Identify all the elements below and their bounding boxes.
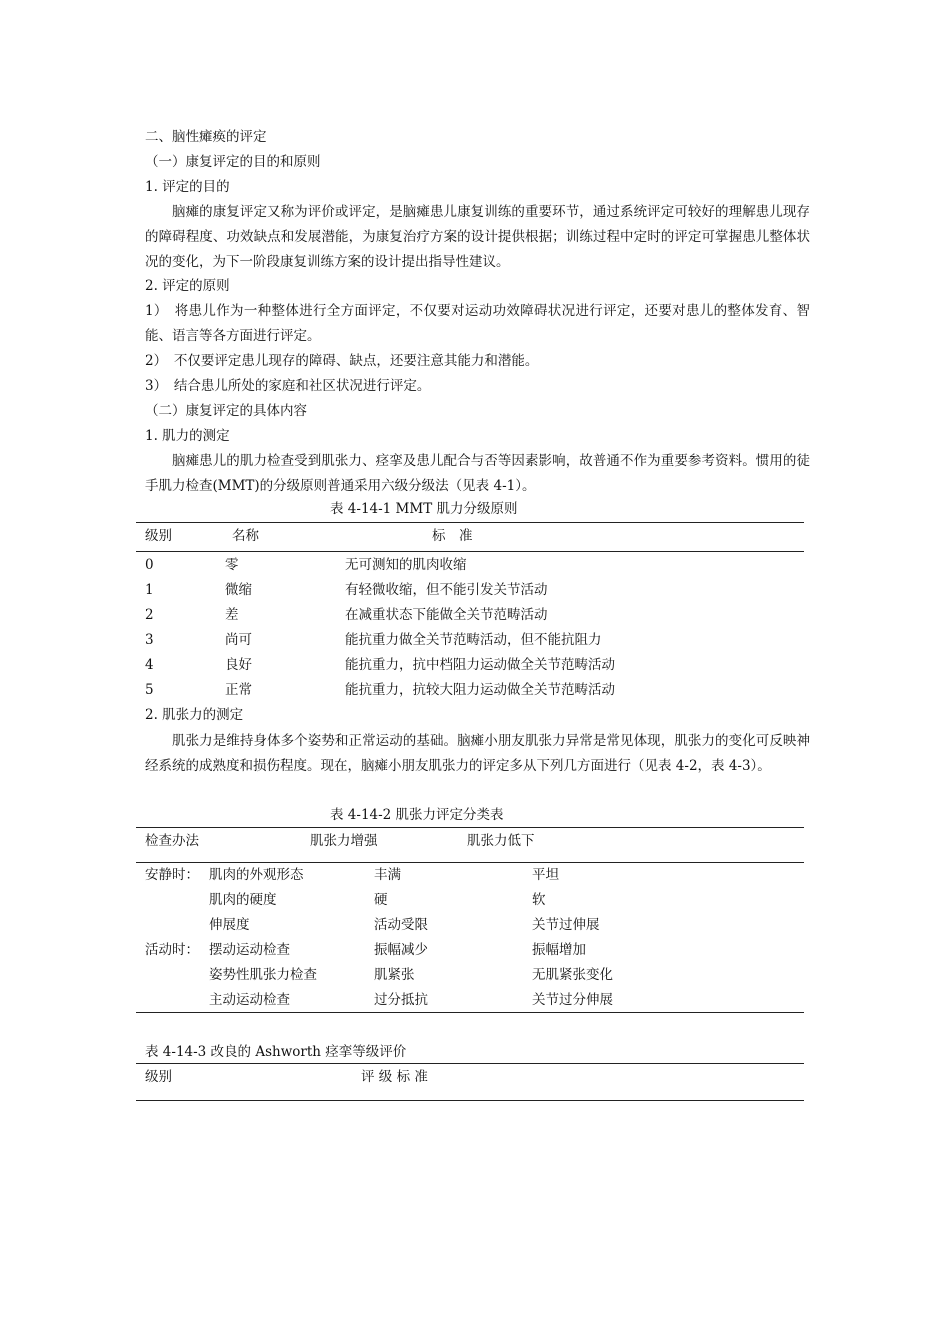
subsection-title: 1. 评定的目的 (145, 179, 230, 195)
table-cell: 4 (145, 657, 154, 673)
table-cell: 在减重状态下能做全关节范畴活动 (345, 607, 548, 623)
paragraph-purpose: 脑瘫的康复评定又称为评价或评定，是脑瘫患儿康复训练的重要环节，通过系统评定可较好的理解患儿现存的障碍程度、功效缺点和发展潜能，为康复治疗方案的设计提供根据；训练过程中定时的评定可掌握患儿整体状况的变化，为下一阶段康复训练方案的设计提出指导性建议。 (145, 204, 810, 270)
table-rule (136, 1063, 804, 1064)
table-header-cell: 级别 (145, 528, 172, 544)
table-cell: 能抗重力，抗较大阻力运动做全关节范畴活动 (345, 682, 615, 698)
table-rule (136, 1100, 804, 1101)
paragraph-tone: 肌张力是维持身体多个姿势和正常运动的基础。脑瘫小朋友肌张力异常是常见体现，肌张力的变化可反映神经系统的成熟度和损伤程度。现在，脑瘫小朋友肌张力的评定多从下列几方面进行（见表 4-2，表 4-3）。 (145, 733, 810, 774)
table-cell: 过分抵抗 (374, 992, 428, 1008)
table-header-cell: 肌张力低下 (467, 833, 535, 849)
table-cell: 安静时： (145, 867, 199, 883)
table-cell: 主动运动检查 (209, 992, 290, 1008)
table-rule (136, 1012, 804, 1013)
table-caption: 表 4-14-1 MMT 肌力分级原则 (330, 501, 518, 517)
table-header-cell: 检查办法 (145, 833, 199, 849)
table-cell: 有轻微收缩，但不能引发关节活动 (345, 582, 548, 598)
subsection-title: 2. 肌张力的测定 (145, 707, 244, 723)
table-cell: 尚可 (225, 632, 252, 648)
table-cell: 振幅增加 (532, 942, 586, 958)
table-cell: 肌肉的外观形态 (209, 867, 304, 883)
table-header-cell: 评 级 标 准 (361, 1069, 428, 1085)
paragraph-strength: 脑瘫患儿的肌力检查受到肌张力、痉挛及患儿配合与否等因素影响，故普通不作为重要参考资料。惯用的徒手肌力检查(MMT)的分级原则普通采用六级分级法（见表 4-1）。 (145, 453, 810, 494)
table-caption: 表 4-14-3 改良的 Ashworth 痉挛等级评价 (145, 1044, 407, 1060)
table-cell: 能抗重力做全关节范畴活动，但不能抗阻力 (345, 632, 602, 648)
table-header-cell: 肌张力增强 (310, 833, 378, 849)
table-cell: 活动时： (145, 942, 199, 958)
table-cell: 关节过分伸展 (532, 992, 613, 1008)
table-header-cell: 名称 (232, 528, 259, 544)
principle-item: 1） 将患儿作为一种整体进行全方面评定，不仅要对运动功效障碍状况进行评定，还要对患儿的整体发育、智能、语言等各方面进行评定。 (145, 303, 810, 344)
table-cell: 关节过伸展 (532, 917, 600, 933)
table-rule (136, 551, 804, 552)
table-cell: 正常 (225, 682, 252, 698)
subsection-title: 2. 评定的原则 (145, 278, 230, 294)
table-rule (136, 862, 804, 863)
table-rule (136, 827, 804, 828)
table-cell: 姿势性肌张力检查 (209, 967, 317, 983)
table-rule (136, 522, 804, 523)
table-cell: 无可测知的肌肉收缩 (345, 557, 467, 573)
table-caption: 表 4-14-2 肌张力评定分类表 (330, 807, 504, 823)
table-cell: 平坦 (532, 867, 559, 883)
principle-item: 2） 不仅要评定患儿现存的障碍、缺点，还要注意其能力和潜能。 (145, 353, 539, 369)
table-cell: 能抗重力，抗中档阻力运动做全关节范畴活动 (345, 657, 615, 673)
table-header-cell: 级别 (145, 1069, 172, 1085)
table-cell: 振幅减少 (374, 942, 428, 958)
table-cell: 零 (225, 557, 239, 573)
subsection-title: 1. 肌力的测定 (145, 428, 230, 444)
table-cell: 5 (145, 682, 154, 698)
table-cell: 软 (532, 892, 546, 908)
table-cell: 肌紧张 (374, 967, 415, 983)
table-cell: 0 (145, 557, 154, 573)
table-cell: 2 (145, 607, 154, 623)
table-cell: 微缩 (225, 582, 252, 598)
table-cell: 丰满 (374, 867, 401, 883)
page-heading: 二、脑性瘫痪的评定 (145, 129, 267, 145)
section-title: （二）康复评定的具体内容 (145, 403, 307, 419)
table-cell: 肌肉的硬度 (209, 892, 277, 908)
principle-item: 3） 结合患儿所处的家庭和社区状况进行评定。 (145, 378, 431, 394)
section-title: （一）康复评定的目的和原则 (145, 154, 321, 170)
table-cell: 3 (145, 632, 154, 648)
table-cell: 差 (225, 607, 239, 623)
table-cell: 良好 (225, 657, 252, 673)
table-cell: 摆动运动检查 (209, 942, 290, 958)
table-cell: 无肌紧张变化 (532, 967, 613, 983)
table-cell: 伸展度 (209, 917, 250, 933)
table-cell: 硬 (374, 892, 388, 908)
table-header-cell: 标 准 (432, 528, 473, 544)
table-cell: 1 (145, 582, 154, 598)
table-cell: 活动受限 (374, 917, 428, 933)
